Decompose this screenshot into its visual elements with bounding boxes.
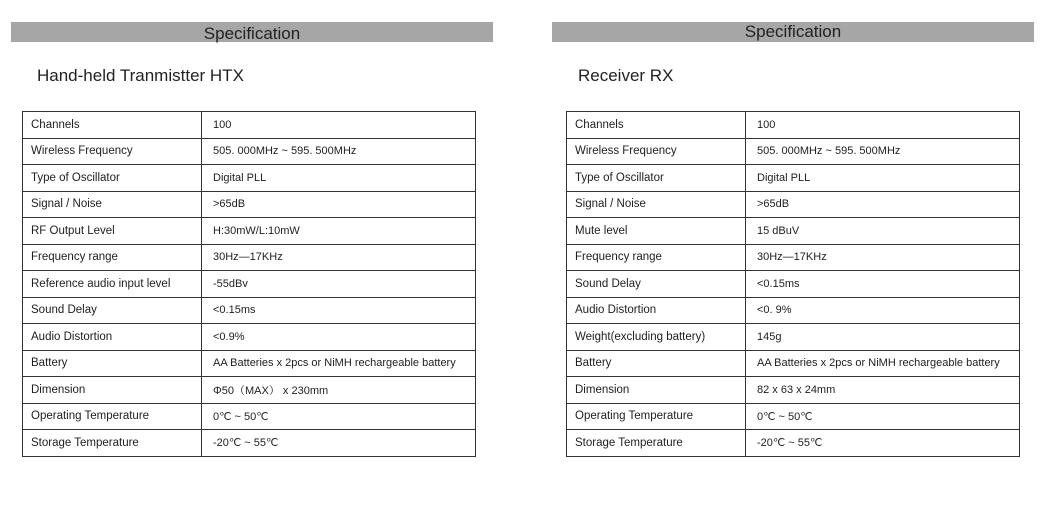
spec-label: Audio Distortion <box>567 297 746 324</box>
spec-row <box>567 430 1020 457</box>
spec-value: 100 <box>746 112 1020 139</box>
spec-row <box>567 350 1020 377</box>
spec-row <box>23 218 476 245</box>
spec-label: Storage Temperature <box>23 430 202 457</box>
spec-label: Wireless Frequency <box>567 138 746 165</box>
spec-label: Channels <box>567 112 746 139</box>
spec-value: H:30mW/L:10mW <box>202 218 476 245</box>
spec-row <box>567 165 1020 192</box>
spec-label: Wireless Frequency <box>23 138 202 165</box>
spec-value: -55dBv <box>202 271 476 298</box>
spec-row <box>23 377 476 404</box>
spec-row <box>23 403 476 430</box>
spec-value: 0℃ ~ 50℃ <box>746 403 1020 430</box>
spec-row <box>23 112 476 139</box>
spec-row <box>567 191 1020 218</box>
transmitter-title: Hand-held Tranmistter HTX <box>37 66 244 85</box>
spec-row <box>23 138 476 165</box>
spec-row <box>567 377 1020 404</box>
receiver-title: Receiver RX <box>578 66 674 85</box>
spec-value: 100 <box>202 112 476 139</box>
spec-value: <0. 9% <box>746 297 1020 324</box>
spec-value: Digital PLL <box>202 165 476 192</box>
spec-row <box>23 350 476 377</box>
spec-label: Reference audio input level <box>23 271 202 298</box>
spec-label: Signal / Noise <box>23 191 202 218</box>
spec-row <box>567 297 1020 324</box>
spec-label: Battery <box>567 350 746 377</box>
spec-label: Sound Delay <box>567 271 746 298</box>
spec-row <box>23 191 476 218</box>
spec-row <box>567 324 1020 351</box>
spec-value: AA Batteries x 2pcs or NiMH rechargeable battery <box>202 350 476 377</box>
spec-row <box>23 165 476 192</box>
spec-value: 145g <box>746 324 1020 351</box>
spec-banner: Specification <box>11 22 493 42</box>
spec-row <box>567 244 1020 271</box>
spec-value: 505. 000MHz ~ 595. 500MHz <box>746 138 1020 165</box>
spec-value: <0.15ms <box>202 297 476 324</box>
spec-value: 505. 000MHz ~ 595. 500MHz <box>202 138 476 165</box>
spec-label: Audio Distortion <box>23 324 202 351</box>
spec-label: Battery <box>23 350 202 377</box>
spec-row <box>23 244 476 271</box>
spec-row <box>23 430 476 457</box>
spec-value: -20℃ ~ 55℃ <box>746 430 1020 457</box>
spec-row <box>23 324 476 351</box>
spec-value: 30Hz—17KHz <box>746 244 1020 271</box>
spec-row <box>567 218 1020 245</box>
spec-value: >65dB <box>202 191 476 218</box>
spec-value: 30Hz—17KHz <box>202 244 476 271</box>
spec-label: Storage Temperature <box>567 430 746 457</box>
spec-label: Sound Delay <box>23 297 202 324</box>
spec-label: Operating Temperature <box>567 403 746 430</box>
spec-row <box>567 271 1020 298</box>
spec-value: >65dB <box>746 191 1020 218</box>
spec-value: <0.15ms <box>746 271 1020 298</box>
spec-value: Digital PLL <box>746 165 1020 192</box>
spec-value: <0.9% <box>202 324 476 351</box>
spec-row <box>23 271 476 298</box>
spec-label: Operating Temperature <box>23 403 202 430</box>
spec-label: Frequency range <box>567 244 746 271</box>
spec-value: 0℃ ~ 50℃ <box>202 403 476 430</box>
spec-label: Channels <box>23 112 202 139</box>
spec-row <box>567 403 1020 430</box>
transmitter-spec-table <box>22 111 476 457</box>
spec-row <box>567 112 1020 139</box>
spec-label: Frequency range <box>23 244 202 271</box>
spec-value: AA Batteries x 2pcs or NiMH rechargeable battery <box>746 350 1020 377</box>
spec-row <box>567 138 1020 165</box>
spec-label: Type of Oscillator <box>567 165 746 192</box>
spec-value: Φ50（MAX） x 230mm <box>202 377 476 404</box>
spec-label: Signal / Noise <box>567 191 746 218</box>
receiver-spec-table <box>566 111 1020 457</box>
spec-label: RF Output Level <box>23 218 202 245</box>
spec-label: Weight(excluding battery) <box>567 324 746 351</box>
spec-value: 82 x 63 x 24mm <box>746 377 1020 404</box>
spec-label: Dimension <box>23 377 202 404</box>
spec-row <box>23 297 476 324</box>
spec-label: Type of Oscillator <box>23 165 202 192</box>
spec-label: Dimension <box>567 377 746 404</box>
spec-value: 15 dBuV <box>746 218 1020 245</box>
spec-value: -20℃ ~ 55℃ <box>202 430 476 457</box>
spec-banner: Specification <box>552 22 1034 42</box>
spec-label: Mute level <box>567 218 746 245</box>
